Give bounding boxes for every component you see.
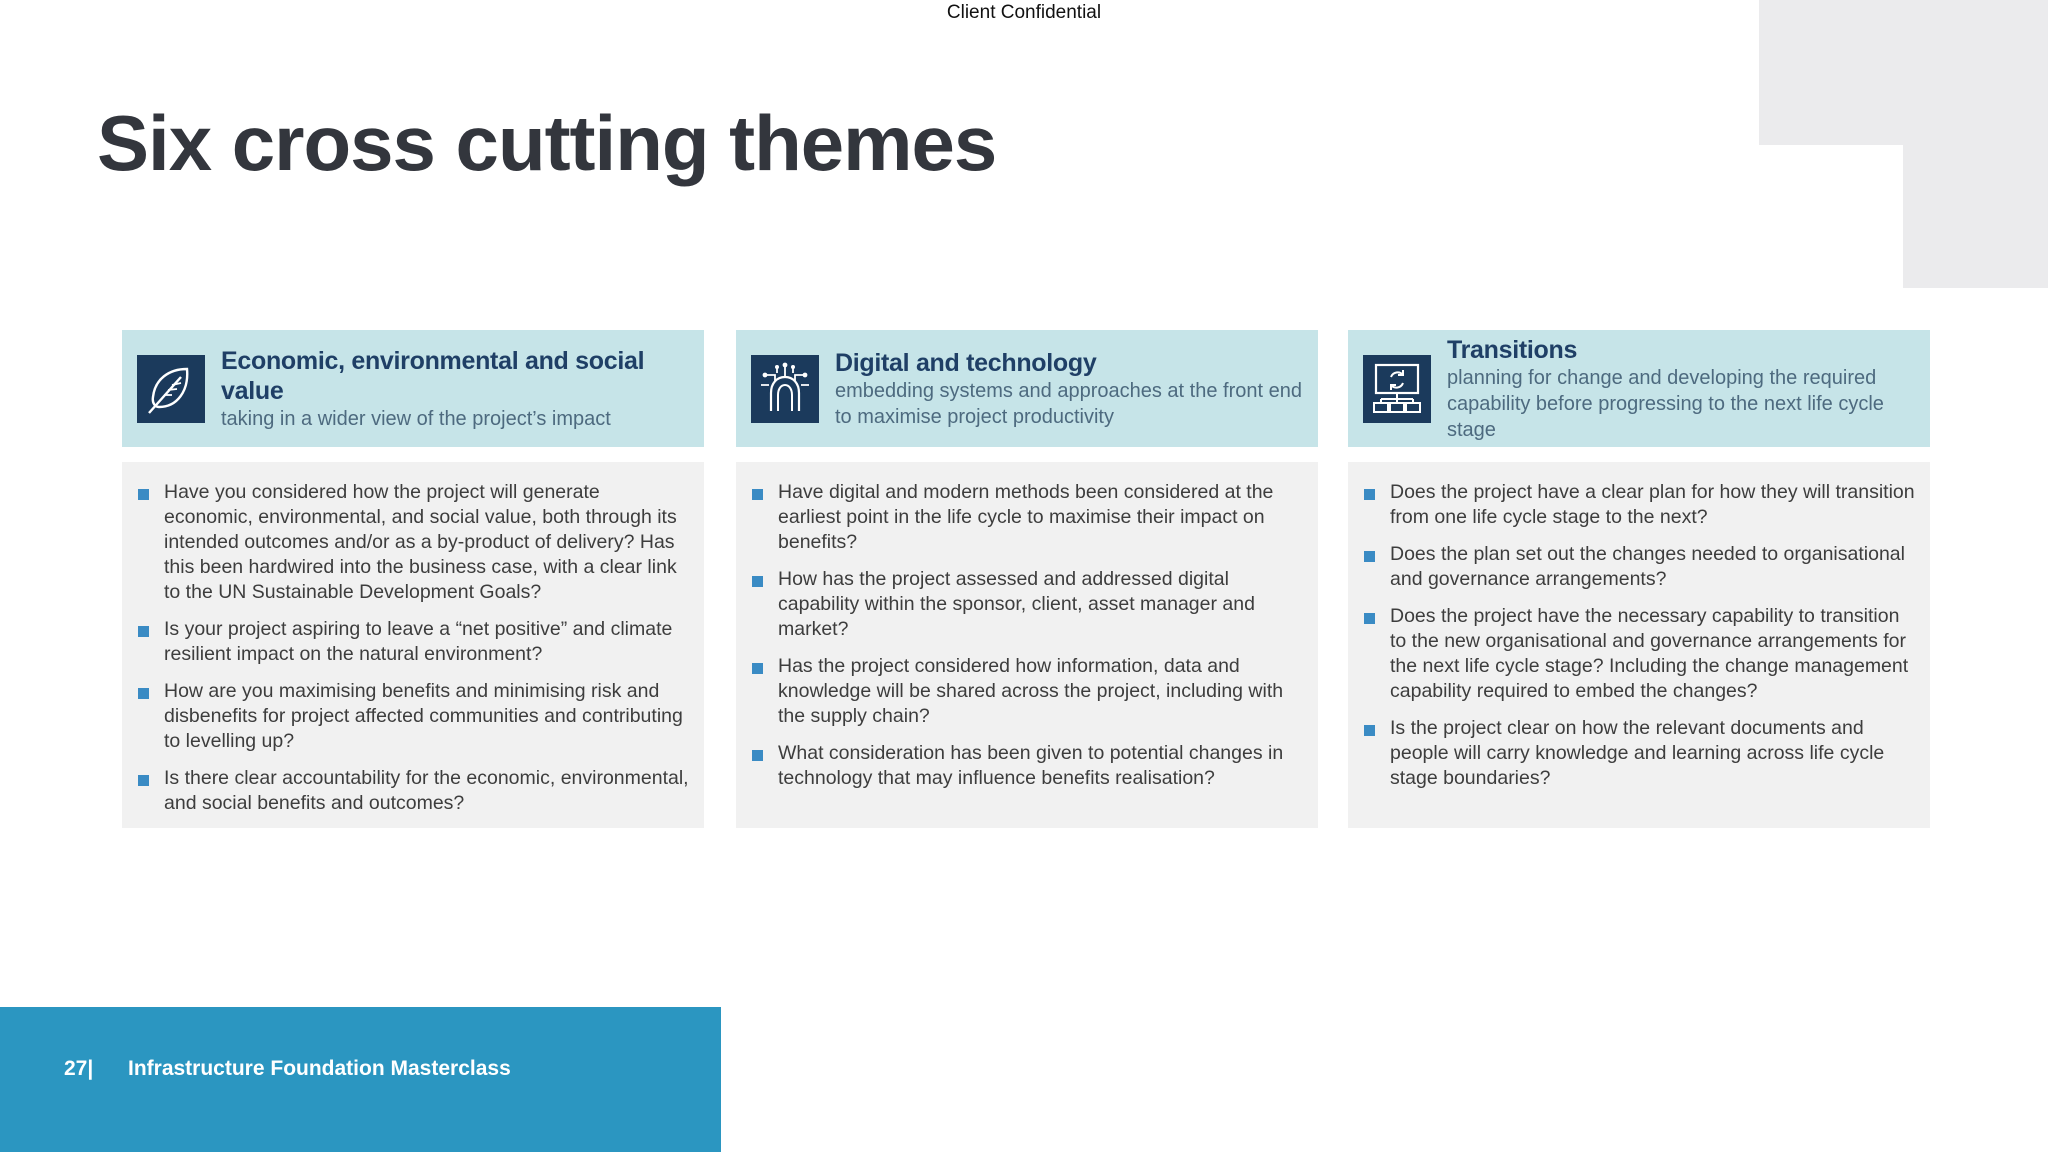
digital-brain-icon (751, 355, 819, 423)
list-item: Is there clear accountability for the economic, environmental, and social benefits and outcomes? (138, 766, 692, 816)
theme-card-body-economic (122, 462, 704, 828)
theme-subtitle: taking in a wider view of the project’s impact (221, 407, 611, 430)
theme-card-header-transitions (1348, 330, 1930, 447)
list-item: What consideration has been given to potential changes in technology that may influence benefits realisation? (752, 741, 1306, 791)
list-item: How has the project assessed and addressed digital capability within the sponsor, client, asset manager and market? (752, 567, 1306, 642)
footer-title: Infrastructure Foundation Masterclass (128, 1057, 511, 1080)
transition-org-icon (1363, 355, 1431, 423)
list-item: Is your project aspiring to leave a “net positive” and climate resilient impact on the natural environment? (138, 617, 692, 667)
confidential-label: Client Confidential (946, 2, 1102, 23)
list-item: Does the project have the necessary capability to transition to the new organisational and governance arrangements for the next life cycle stage? Including the change management capability required to embed the changes? (1364, 604, 1918, 704)
theme-subtitle: embedding systems and approaches at the front end to maximise project productivity (835, 379, 1302, 428)
theme-card-header-economic (122, 330, 704, 447)
theme-subtitle: planning for change and developing the required capability before progressing to the next life cycle stage (1447, 366, 1884, 441)
list-item: Has the project considered how information, data and knowledge will be shared across the project, including with the supply chain? (752, 654, 1306, 729)
footer-bar (0, 1007, 721, 1152)
theme-card-body-digital (736, 462, 1318, 828)
list-item: Does the plan set out the changes needed to organisational and governance arrangements? (1364, 542, 1918, 592)
page-number: 27| (64, 1057, 94, 1080)
theme-title: Economic, environmental and social value (221, 346, 645, 405)
decorative-block-lower (1903, 145, 2048, 288)
list-item: Have digital and modern methods been considered at the earliest point in the life cycle to maximise their impact on benefits? (752, 480, 1306, 555)
leaf-icon (137, 355, 205, 423)
theme-title: Transitions (1447, 335, 1578, 364)
list-item: Does the project have a clear plan for how they will transition from one life cycle stage to the next? (1364, 480, 1918, 530)
slide-title: Six cross cutting themes (97, 99, 997, 187)
list-item: How are you maximising benefits and minimising risk and disbenefits for project affected communities and contributing to levelling up? (138, 679, 692, 754)
theme-title: Digital and technology (835, 348, 1097, 377)
theme-card-body-transitions (1348, 462, 1930, 828)
list-item: Have you considered how the project will generate economic, environmental, and social value, both through its intended outcomes and/or as a by-product of delivery? Has this been hardwired into the business case, with a clear link to the UN Sustainable Development Goals? (138, 480, 692, 605)
theme-card-header-digital (736, 330, 1318, 447)
list-item: Is the project clear on how the relevant documents and people will carry knowledge and learning across life cycle stage boundaries? (1364, 716, 1918, 791)
